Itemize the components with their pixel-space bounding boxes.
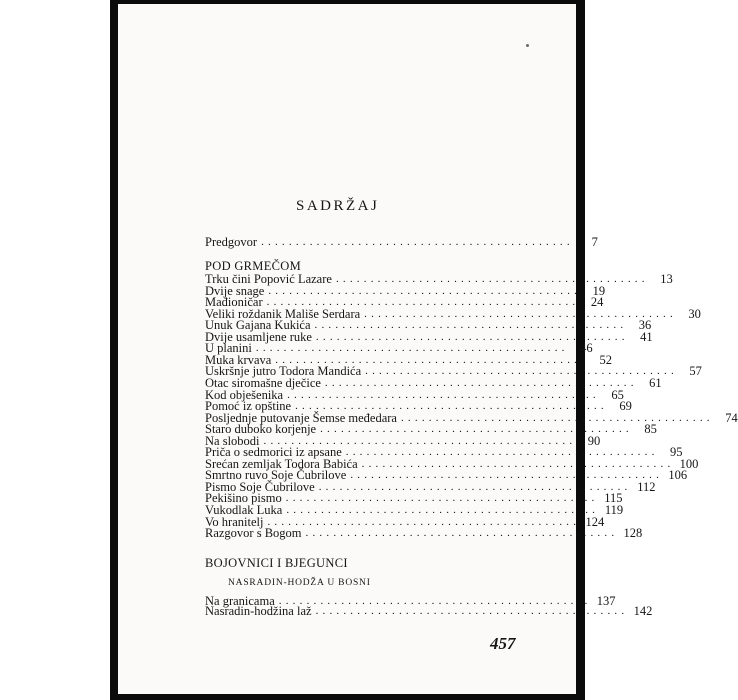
toc-entry-page: 24 bbox=[590, 295, 604, 310]
toc-entry-title: Posljednje putovanje Šemse međedara bbox=[205, 410, 397, 425]
toc-entry-title: Priča o sedmorici iz apsane bbox=[205, 445, 342, 460]
leader-dots: ............................................. bbox=[320, 423, 633, 436]
toc-entry-page: 61 bbox=[649, 375, 662, 390]
leader-dots: ............................................. bbox=[287, 388, 600, 401]
toc-entry-page: 41 bbox=[640, 329, 653, 344]
toc-entry-page: 74 bbox=[725, 410, 738, 425]
toc-entry-title: Muka krvava bbox=[205, 352, 272, 367]
toc-entry-title: Staro duboko korjenje bbox=[205, 422, 317, 437]
leader-dots: ............................................. bbox=[305, 527, 619, 540]
leader-dots: ............................................. bbox=[315, 605, 629, 617]
toc-entry-page: 69 bbox=[619, 399, 632, 414]
toc-entry-page: 137 bbox=[596, 594, 616, 608]
scan-margin-left bbox=[0, 0, 112, 700]
toc-entry-title: Dvije snage bbox=[205, 283, 265, 298]
leader-dots: ............................................. bbox=[263, 434, 577, 447]
toc-entry-page: 142 bbox=[633, 604, 653, 618]
toc-entry-title: Vo hranitelj bbox=[205, 514, 264, 529]
page-number: 457 bbox=[490, 634, 516, 653]
leader-dots: ............................................. bbox=[364, 307, 677, 320]
leader-dots: ............................................. bbox=[286, 504, 600, 516]
toc-entry-page: 90 bbox=[587, 433, 601, 448]
toc-entry-title: Uskršnje jutro Todora Mandića bbox=[205, 364, 362, 379]
subsection-heading: NASRADIN-HODŽA U BOSNI bbox=[228, 578, 371, 588]
toc-entry-page: 124 bbox=[585, 514, 605, 529]
section-heading: BOJOVNICI I BJEGUNCI bbox=[205, 556, 348, 570]
leader-dots: ............................................. bbox=[335, 273, 649, 285]
toc-entry-title: Razgovor s Bogom bbox=[205, 526, 302, 541]
dust-speck bbox=[526, 44, 529, 47]
toc-entry-page: 119 bbox=[604, 503, 624, 517]
toc-entry-title: Kod obješenika bbox=[205, 387, 284, 402]
toc-entry-title: Srećan zemljak Todora Babića bbox=[205, 456, 358, 471]
scan-border-bottom bbox=[110, 694, 585, 700]
toc-entry-page: 112 bbox=[637, 479, 656, 494]
toc-entry-page: 36 bbox=[638, 318, 652, 333]
toc-entry-page: 13 bbox=[660, 272, 673, 286]
page-title: SADRŽAJ bbox=[296, 198, 380, 214]
leader-dots: ............................................. bbox=[315, 330, 629, 343]
leader-dots: ............................................. bbox=[261, 236, 574, 248]
toc-entry-page: 106 bbox=[668, 468, 688, 483]
toc-entry-title: Pomoć iz opštine bbox=[205, 399, 292, 414]
leader-dots: ............................................. bbox=[324, 376, 638, 389]
leader-dots: ............................................. bbox=[268, 284, 582, 297]
toc-entry-title: Predgovor bbox=[205, 235, 258, 249]
toc-entry-title: Pekišino pismo bbox=[205, 491, 282, 506]
toc-entry-preface bbox=[205, 235, 598, 249]
toc-entry-title: Smrtno ruvo Soje Čubrilove bbox=[205, 468, 347, 483]
leader-dots: ............................................. bbox=[295, 400, 608, 413]
toc-entry-page: 30 bbox=[688, 306, 701, 321]
toc-entry-page: 19 bbox=[592, 283, 606, 298]
toc-entry-title: U planini bbox=[205, 341, 252, 356]
toc-entry-page: 128 bbox=[623, 526, 643, 541]
toc-entry-title: Unuk Gajana Kukića bbox=[205, 318, 311, 333]
toc-entry-page: 115 bbox=[604, 491, 623, 506]
leader-dots: ............................................. bbox=[400, 411, 714, 424]
leader-dots: ............................................. bbox=[318, 480, 632, 493]
leader-dots: ............................................. bbox=[255, 342, 569, 355]
leader-dots: ............................................. bbox=[275, 353, 589, 366]
leader-dots: ............................................. bbox=[350, 469, 664, 482]
scan-border-left bbox=[110, 0, 118, 700]
toc-entry-page: 100 bbox=[679, 456, 699, 471]
section-heading: POD GRMEČOM bbox=[205, 259, 302, 273]
leader-dots: ............................................. bbox=[361, 457, 675, 470]
toc-entry-title: Dvije usamljene ruke bbox=[205, 329, 312, 344]
leader-dots: ............................................. bbox=[345, 446, 659, 459]
leader-dots: ............................................. bbox=[285, 492, 599, 505]
leader-dots: ............................................. bbox=[365, 365, 678, 378]
leader-dots: ............................................. bbox=[266, 296, 580, 309]
toc-entry-title: Nasradin-hodžina laž bbox=[205, 604, 312, 618]
toc-entry-title: Otac siromašne dječice bbox=[205, 375, 321, 390]
toc-entry-title: Pismo Soje Čubrilove bbox=[205, 479, 315, 494]
toc-entry-page: 65 bbox=[611, 387, 624, 402]
toc-entry bbox=[205, 526, 643, 541]
toc-entry-page: 85 bbox=[644, 422, 657, 437]
leader-dots: ............................................. bbox=[278, 595, 592, 607]
toc-entry bbox=[205, 604, 653, 618]
toc-entry-page: 7 bbox=[591, 235, 598, 249]
toc-entry-page: 46 bbox=[580, 341, 593, 356]
toc-entry-title: Mađioničar bbox=[205, 295, 263, 310]
toc-entry-page: 95 bbox=[670, 445, 683, 460]
toc-entry-page: 52 bbox=[599, 352, 613, 367]
toc-entry-title: Na slobodi bbox=[205, 433, 260, 448]
toc-entry-title: Vukodlak Luka bbox=[205, 503, 283, 517]
toc-entry-title: Na granicama bbox=[205, 594, 275, 608]
leader-dots: ............................................. bbox=[267, 515, 581, 528]
toc-entry-title: Trku čini Popović Lazare bbox=[205, 272, 332, 286]
toc-entry-page: 57 bbox=[689, 364, 702, 379]
toc-entry-title: Veliki roždanik Mališe Serdara bbox=[205, 306, 361, 321]
leader-dots: ............................................. bbox=[314, 319, 628, 332]
